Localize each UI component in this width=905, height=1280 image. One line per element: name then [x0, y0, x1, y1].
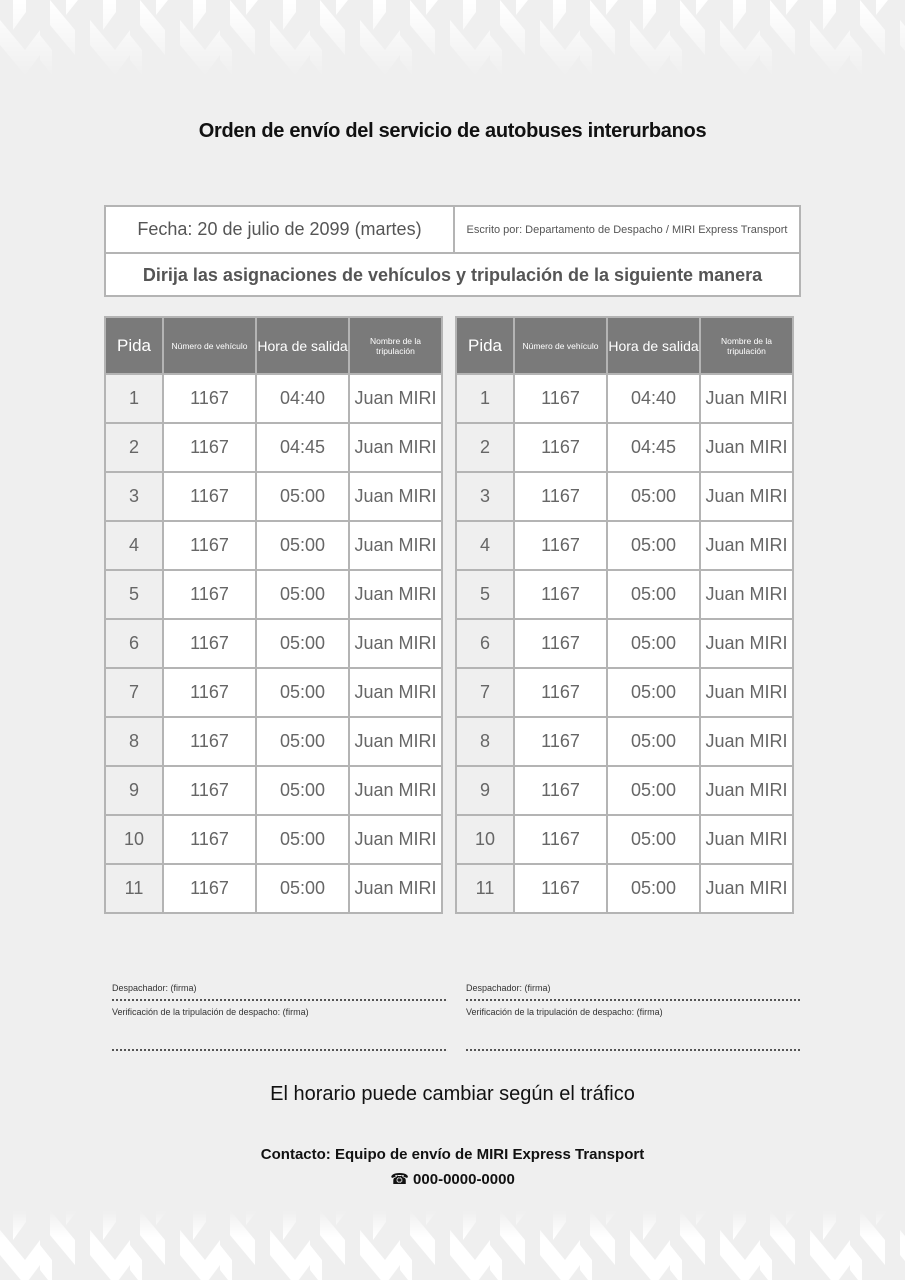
schedule-note: El horario puede cambiar según el tráfico — [270, 1083, 635, 1105]
departure-cell: 05:00 — [607, 570, 700, 619]
table-row — [456, 815, 793, 864]
vehicle-cell: 1167 — [163, 717, 256, 766]
table-row — [456, 423, 793, 472]
table-row — [105, 570, 442, 619]
order-cell: 2 — [105, 423, 163, 472]
crew-cell: Juan MIRI — [700, 668, 793, 717]
crew-cell: Juan MIRI — [349, 570, 442, 619]
order-cell: 7 — [456, 668, 514, 717]
crew-verification-signature-line — [466, 1017, 800, 1051]
departure-cell: 05:00 — [607, 766, 700, 815]
order-cell: 5 — [456, 570, 514, 619]
crew-cell: Juan MIRI — [349, 815, 442, 864]
header-vehicle: Número de vehículo — [514, 317, 607, 374]
departure-cell: 05:00 — [256, 717, 349, 766]
departure-cell: 05:00 — [256, 864, 349, 913]
page-title: Orden de envío del servicio de autobuses interurbanos — [198, 120, 707, 142]
contact-text: Contacto: Equipo de envío de MIRI Express Transport — [260, 1146, 645, 1163]
table-row — [105, 423, 442, 472]
header-departure: Hora de salida — [256, 317, 349, 374]
table-row — [105, 717, 442, 766]
vehicle-cell: 1167 — [514, 374, 607, 423]
order-cell: 3 — [456, 472, 514, 521]
vehicle-cell: 1167 — [514, 717, 607, 766]
decorative-pattern-top — [0, 0, 905, 80]
table-row — [456, 717, 793, 766]
order-cell: 9 — [456, 766, 514, 815]
departure-cell: 04:45 — [256, 423, 349, 472]
vehicle-cell: 1167 — [514, 766, 607, 815]
table-row — [456, 619, 793, 668]
date-field: Fecha: 20 de julio de 2099 (martes) — [106, 207, 455, 252]
crew-cell: Juan MIRI — [700, 521, 793, 570]
author-field: Escrito por: Departamento de Despacho / MIRI Express Transport — [466, 223, 788, 236]
crew-cell: Juan MIRI — [349, 521, 442, 570]
vehicle-cell: 1167 — [163, 374, 256, 423]
instruction-text: Dirija las asignaciones de vehículos y tripulación de la siguiente manera — [142, 265, 763, 285]
order-cell: 2 — [456, 423, 514, 472]
info-box — [104, 205, 801, 297]
header-crew: Nombre de la tripulación — [349, 317, 442, 374]
crew-cell: Juan MIRI — [349, 864, 442, 913]
vehicle-cell: 1167 — [514, 521, 607, 570]
header-crew: Nombre de la tripulación — [700, 317, 793, 374]
phone-number: 000-0000-0000 — [413, 1171, 515, 1188]
order-cell: 4 — [456, 521, 514, 570]
crew-cell: Juan MIRI — [700, 374, 793, 423]
departure-cell: 05:00 — [607, 472, 700, 521]
header-order: Pida — [456, 317, 514, 374]
order-cell: 10 — [456, 815, 514, 864]
crew-cell: Juan MIRI — [349, 374, 442, 423]
order-cell: 3 — [105, 472, 163, 521]
order-cell: 4 — [105, 521, 163, 570]
signature-block-right — [466, 983, 800, 1051]
crew-cell: Juan MIRI — [700, 864, 793, 913]
table-row — [105, 766, 442, 815]
header-departure: Hora de salida — [607, 317, 700, 374]
order-cell: 6 — [456, 619, 514, 668]
order-cell: 1 — [456, 374, 514, 423]
crew-cell: Juan MIRI — [349, 423, 442, 472]
table-row — [105, 472, 442, 521]
dispatcher-signature-label: Despachador: (firma) — [466, 983, 551, 993]
crew-cell: Juan MIRI — [700, 423, 793, 472]
order-cell: 8 — [456, 717, 514, 766]
departure-cell: 05:00 — [256, 472, 349, 521]
departure-cell: 05:00 — [607, 619, 700, 668]
order-cell: 9 — [105, 766, 163, 815]
dispatch-table-left — [104, 316, 443, 914]
table-row — [105, 864, 442, 913]
vehicle-cell: 1167 — [163, 766, 256, 815]
vehicle-cell: 1167 — [514, 864, 607, 913]
table-row — [456, 374, 793, 423]
table-row — [105, 374, 442, 423]
vehicle-cell: 1167 — [514, 472, 607, 521]
contact-block — [0, 1142, 905, 1192]
vehicle-cell: 1167 — [163, 619, 256, 668]
crew-cell: Juan MIRI — [349, 766, 442, 815]
order-cell: 7 — [105, 668, 163, 717]
order-cell: 5 — [105, 570, 163, 619]
crew-verification-signature-line — [112, 1017, 446, 1051]
order-cell: 11 — [456, 864, 514, 913]
vehicle-cell: 1167 — [163, 423, 256, 472]
departure-cell: 04:40 — [607, 374, 700, 423]
crew-cell: Juan MIRI — [700, 619, 793, 668]
table-row — [105, 619, 442, 668]
departure-cell: 05:00 — [607, 668, 700, 717]
departure-cell: 05:00 — [256, 619, 349, 668]
departure-cell: 05:00 — [256, 521, 349, 570]
table-row — [456, 766, 793, 815]
vehicle-cell: 1167 — [163, 815, 256, 864]
table-row — [456, 668, 793, 717]
departure-cell: 04:40 — [256, 374, 349, 423]
header-order: Pida — [105, 317, 163, 374]
order-cell: 6 — [105, 619, 163, 668]
table-row — [105, 668, 442, 717]
vehicle-cell: 1167 — [514, 815, 607, 864]
departure-cell: 04:45 — [607, 423, 700, 472]
departure-cell: 05:00 — [607, 815, 700, 864]
departure-cell: 05:00 — [256, 815, 349, 864]
table-row — [456, 570, 793, 619]
phone-icon: ☎ — [390, 1171, 409, 1188]
vehicle-cell: 1167 — [163, 521, 256, 570]
table-row — [105, 521, 442, 570]
dispatcher-signature-line — [112, 993, 446, 1001]
departure-cell: 05:00 — [607, 521, 700, 570]
departure-cell: 05:00 — [256, 766, 349, 815]
dispatch-table-right — [455, 316, 794, 914]
order-cell: 11 — [105, 864, 163, 913]
dispatcher-signature-line — [466, 993, 800, 1001]
signature-block-left — [112, 983, 446, 1051]
crew-cell: Juan MIRI — [700, 815, 793, 864]
crew-cell: Juan MIRI — [700, 766, 793, 815]
header-vehicle: Número de vehículo — [163, 317, 256, 374]
table-row — [456, 864, 793, 913]
departure-cell: 05:00 — [256, 668, 349, 717]
crew-cell: Juan MIRI — [349, 668, 442, 717]
vehicle-cell: 1167 — [163, 668, 256, 717]
crew-verification-label: Verificación de la tripulación de despacho: (firma) — [112, 1007, 309, 1017]
dispatcher-signature-label: Despachador: (firma) — [112, 983, 197, 993]
crew-verification-label: Verificación de la tripulación de despacho: (firma) — [466, 1007, 663, 1017]
order-cell: 8 — [105, 717, 163, 766]
crew-cell: Juan MIRI — [700, 717, 793, 766]
vehicle-cell: 1167 — [163, 570, 256, 619]
vehicle-cell: 1167 — [163, 472, 256, 521]
vehicle-cell: 1167 — [163, 864, 256, 913]
table-row — [456, 521, 793, 570]
vehicle-cell: 1167 — [514, 423, 607, 472]
crew-cell: Juan MIRI — [349, 717, 442, 766]
order-cell: 1 — [105, 374, 163, 423]
vehicle-cell: 1167 — [514, 668, 607, 717]
decorative-pattern-bottom — [0, 1210, 905, 1280]
crew-cell: Juan MIRI — [349, 472, 442, 521]
departure-cell: 05:00 — [607, 717, 700, 766]
vehicle-cell: 1167 — [514, 619, 607, 668]
phone-line — [0, 1167, 905, 1192]
table-row — [456, 472, 793, 521]
vehicle-cell: 1167 — [514, 570, 607, 619]
order-cell: 10 — [105, 815, 163, 864]
departure-cell: 05:00 — [607, 864, 700, 913]
departure-cell: 05:00 — [256, 570, 349, 619]
crew-cell: Juan MIRI — [700, 570, 793, 619]
crew-cell: Juan MIRI — [700, 472, 793, 521]
crew-cell: Juan MIRI — [349, 619, 442, 668]
table-row — [105, 815, 442, 864]
